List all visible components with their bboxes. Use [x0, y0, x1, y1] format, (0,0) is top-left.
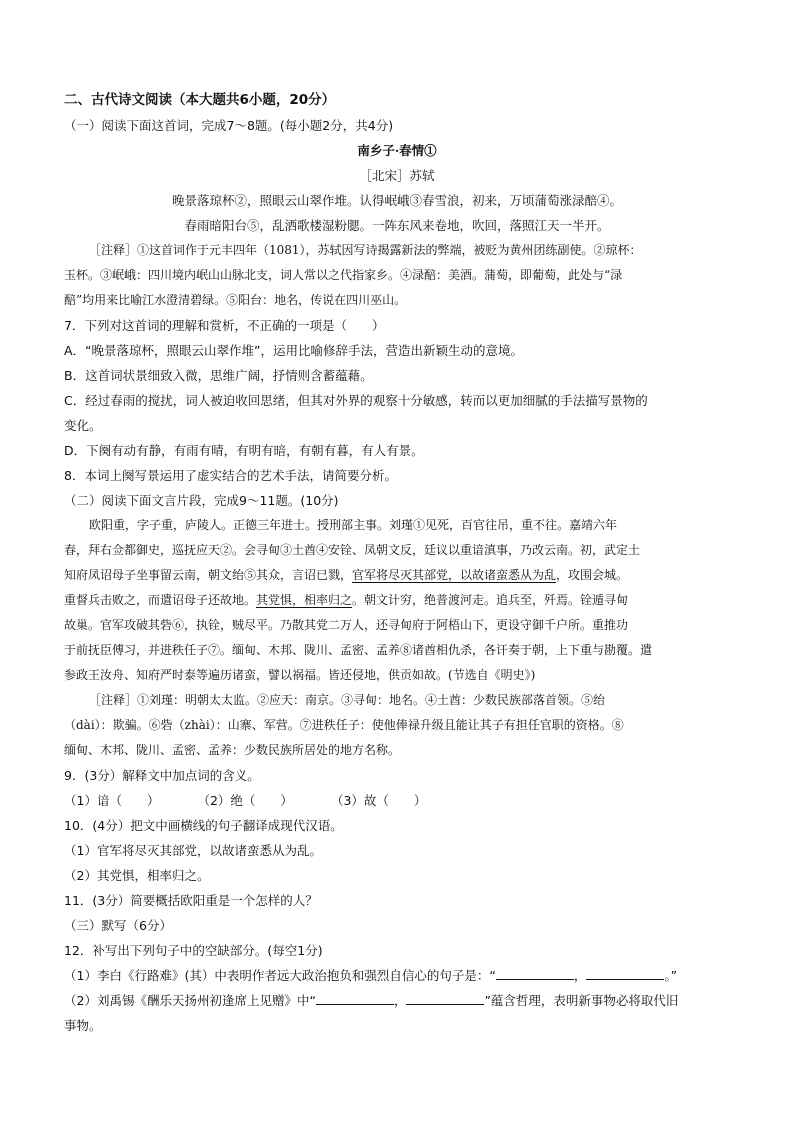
question-7: 7．下列对这首词的理解和赏析，不正确的一项是（ ） — [64, 318, 385, 333]
question-7-option-b: B．这首词状景细致入微，思维广阔，抒情则含蓄蕴藉。 — [64, 368, 373, 383]
question-7-option-d: D．下阕有动有静，有雨有晴，有明有暗，有朝有暮，有人有景。 — [64, 443, 424, 458]
question-11: 11．(3分）简要概括欧阳重是一个怎样的人？ — [64, 893, 318, 908]
passage-line-5: 故巢。官军攻破其砦⑥，执铨，贼尽平。乃散其党二万人，还寻甸府于阿梧山下，更设守御千户所。重推功 — [64, 618, 629, 632]
poem-author: ［北宋］苏轼 — [359, 168, 435, 183]
answer-blank[interactable] — [316, 990, 394, 1005]
passage-text: 。朝文计穷，绝普渡河走。追兵至，歼焉。铨遁寻甸 — [352, 593, 629, 607]
answer-blank[interactable] — [496, 965, 574, 980]
question-12-item-2-text-end: ”蕴含哲理，表明新事物必将取代旧 — [484, 993, 679, 1008]
poem-line-2: 春雨暗阳台⑤，乱洒歌楼湿粉腮。一阵东风来卷地，吹回，落照江天一半开。 — [184, 218, 610, 233]
passage-line-3 — [64, 563, 730, 588]
closing-quote: 。” — [664, 968, 678, 983]
question-7-option-c-line-2: 变化。 — [64, 418, 102, 433]
question-7-option-a: A．“晚景落琼杯，照眼云山翠作堆”，运用比喻修辞手法，营造出新颖生动的意境。 — [64, 343, 524, 358]
question-9-item-3: （3）故（ ） — [330, 793, 427, 808]
question-9: 9．(3分）解释文中加点词的含义。 — [64, 768, 260, 783]
answer-blank[interactable] — [586, 965, 664, 980]
exam-page — [64, 88, 730, 1038]
passage-text: ，攻围会城。 — [556, 568, 629, 582]
passage-note-line-2: （dài）：欺骗。⑥砦（zhài）：山寨、军营。⑦进秩任子：使他俸禄升级且能让其子有担任官职的资格。⑧ — [64, 718, 624, 732]
question-10-item-2: （2）其党惧，相率归之。 — [64, 868, 210, 883]
question-12-item-2-text: （2）刘禹锡《酬乐天扬州初逢席上见赠》中“ — [64, 993, 316, 1008]
question-12-item-2-line-2: 事物。 — [64, 1018, 102, 1033]
part3-instruction: （三）默写（6分） — [64, 918, 172, 933]
question-12-item-1 — [64, 963, 730, 988]
question-12-item-1-text: （1）李白《行路难》(其）中表明作者远大政治抱负和强烈自信心的句子是：“ — [64, 968, 496, 983]
comma: ， — [393, 993, 407, 1008]
question-10-item-1: （1）官军将尽灭其部党，以故诸蛮悉从为乱。 — [64, 843, 322, 858]
passage-text: 重督兵击败之，而遣诏母子还故地。 — [64, 593, 257, 607]
answer-blank[interactable] — [406, 990, 484, 1005]
passage-line-2: 春，拜右佥都御史，巡抚应天②。会寻甸③土酋④安铨、凤朝文反，廷议以重谙滇事，乃改云南。初，武定土 — [64, 543, 641, 557]
section-title: 二、古代诗文阅读（本大题共6小题，20分） — [64, 92, 336, 108]
passage-line-4 — [64, 588, 730, 613]
question-9-items — [64, 788, 730, 813]
poem-note-line-2: 玉杯。③岷峨：四川境内岷山山脉北支，词人常以之代指家乡。④渌醅：美酒。蒲萄，即葡萄，此处与“渌 — [64, 268, 623, 282]
question-12: 12．补写出下列句子中的空缺部分。(每空1分) — [64, 943, 323, 958]
passage-note-line-1: ［注释］①刘瑾：明朝太太监。②应天：南京。③寻甸：地名。④土酋：少数民族部落首领。⑤绐 — [89, 693, 606, 707]
passage-note-line-3: 缅甸、木邦、陇川、孟密、孟养：少数民族所居处的地方名称。 — [64, 743, 401, 757]
poem-note-line-3: 醅”均用来比喻江水澄清碧绿。⑤阳台：地名，传说在四川巫山。 — [64, 293, 407, 307]
poem-title: 南乡子·春情① — [357, 143, 437, 158]
poem-note-line-1: ［注释］①这首词作于元丰四年（1081），苏轼因写诗揭露新法的弊端，被贬为黄州团练副使。②琼杯： — [89, 243, 642, 257]
question-12-item-2 — [64, 988, 730, 1013]
passage-line-7: 参政王汝舟、知府严时泰等遍历诸蛮，譬以祸福。皆还侵地，供贡如故。(节选自《明史》) — [64, 668, 536, 682]
question-9-item-1: （1）谙（ ） — [64, 793, 160, 808]
part1-instruction: （一）阅读下面这首词，完成7～8题。(每小题2分，共4分) — [64, 118, 394, 133]
question-9-item-2: （2）绝（ ） — [197, 793, 293, 808]
underlined-sentence-2: 其党惧，相率归之 — [256, 593, 353, 607]
comma: ， — [573, 968, 587, 983]
question-8: 8．本词上阕写景运用了虚实结合的艺术手法，请简要分析。 — [64, 468, 397, 483]
passage-line-1: 欧阳重，字子重，庐陵人。正德三年进士。授刑部主事。刘瑾①见死，百官往吊，重不往。嘉靖六年 — [89, 518, 618, 532]
underlined-sentence-1: 官军将尽灭其部党，以故诸蛮悉从为乱 — [352, 568, 557, 582]
part2-instruction: （二）阅读下面文言片段，完成9～11题。(10分) — [64, 493, 339, 508]
passage-line-6: 于前抚臣傅习，并进秩任子⑦。缅甸、木邦、陇川、孟密、孟养⑧诸酋相仇杀，各讦奏于朝，上下重与勘覆。遣 — [64, 643, 653, 657]
poem-line-1: 晚景落琼杯②，照眼云山翠作堆。认得岷峨③春雪浪，初来，万顷蒲萄涨渌醅④。 — [171, 193, 622, 208]
question-7-option-c-line-1: C．经过春雨的搅扰，词人被迫收回思绪，但其对外界的观察十分敏感，转而以更加细腻的手法描写景物的 — [64, 393, 648, 408]
passage-text: 知府凤诏母子坐事留云南，朝文绐⑤其众，言诏已戮， — [64, 568, 353, 582]
question-10: 10．(4分）把文中画横线的句子翻译成现代汉语。 — [64, 818, 343, 833]
